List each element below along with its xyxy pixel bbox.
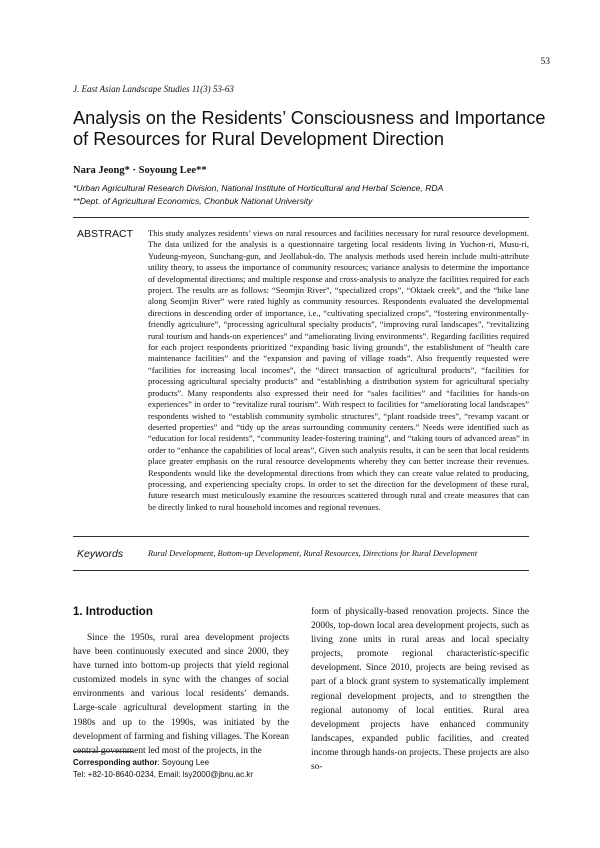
contact-info: Tel: +82-10-8640-0234, Email: lsy2000@jbnu.ac.kr <box>73 770 253 779</box>
abstract-label: ABSTRACT <box>77 228 134 240</box>
intro-column-left: Since the 1950s, rural area development projects have been continuously executed and since 2000, they have turned into bottom-up projects that yield regional customized models in sync with the changes of social environments and various local residents’ demands. Large-scale agricultural development starting in the 1980s and up to the 1990s, was initiated by the development of farming and fishing villages. The Korean central government led most of the projects, in the <box>73 633 289 756</box>
corresponding-author-label: Corresponding author <box>73 758 158 767</box>
section-heading: 1. Introduction <box>73 606 153 618</box>
abstract-top-rule <box>73 217 529 218</box>
affiliation-2: **Dept. of Agricultural Economics, Chonbuk National University <box>73 196 313 206</box>
keywords-bottom-rule <box>73 570 529 571</box>
journal-citation: J. East Asian Landscape Studies 11(3) 53-63 <box>73 84 234 94</box>
author-list: Nara Jeong* · Soyoung Lee** <box>73 165 207 176</box>
abstract-text: This study analyzes residents’ views on rural resources and facilities necessary for rural resource development. The data utilized for the analysis is a questionnaire targeting local residents living in Yuchon-ri, Musu-ri, Yudeung-myeon, Sunchang-gun, and Jeollabuk-do. The analysis methods used herein include multi-attribute utility theory, to assess the importance of community resources; variance analysis to determine the importance of developmental directions; and multiple response and cross-analysis to analyze the facilities required for each project. The results are as follows: “Seomjin River”, “specialized crops”, “Oktaek creek”, and the “bike lane along Seomjin River” were rated highly as community resources. Respondents evaluated the developmental directions in descending order of importance, i.e., “cultivating specialized crops”, “fostering environmentally-friendly agriculture”, “processing agricultural specialty products”, “improving rural landscapes”, “revitalizing rural tourism and hands-on experiences” and “ameliorating living environments”. Regarding facilities required for each project respondents prioritized “expanding basic living grounds”, the establishment of “health care maintenance facilities” and the “expansion and paving of village roads”. Also frequently requested were “facilities for increasing local incomes”, the “direct transaction of agricultural products”, “facilities for processing agricultural specialty products” and “establishing a distribution system for agricultural specialty products”. Many respondents also expressed their need for “sales facilities” and “facilities for hands-on experiences” in order to “revitalize rural tourism”. With respect to facilities for “ameliorating local landscapes” respondents wished to “establish community symbolic structures”, “plant roadside trees”, “revamp vacant or deserted properties” and “tidy up the areas surrounding community centers.” Needs were identified such as “education for local residents”, “community leader-fostering training”, and “taking tours of advanced areas” in order to “enhance the capabilities of local areas”, Given such analysis results, it can be seen that local residents place greater emphasis on the rural resource developments whereby they can better increase their revenues. Respondents would like the developmental directions from which they can create value related to producing, processing, and experiencing specialty crops. In order to set the direction for the development of these rural, future research must meticulously examine the resources scattered through rural and create measures that can be directly linked to rural household incomes and regional revenues. <box>148 228 529 512</box>
keywords-text: Rural Development, Bottom-up Development, Rural Resources, Directions for Rural Development <box>148 549 478 558</box>
corresponding-author-name: : Soyoung Lee <box>157 758 210 767</box>
intro-column-right: form of physically-based renovation projects. Since the 2000s, top-down local area development projects, such as living zone units in rural areas and local specialty projects, promote regional characteristic-specific development. Since 2010, projects are being revised as part of a block grant system to systematically implement regional development projects, and to strengthen the regional autonomy of local entities. Rural area development projects have enhanced community landscapes, expanded public facilities, and created income through hands-on projects. These projects are also so- <box>311 607 529 773</box>
page-number: 53 <box>540 57 550 67</box>
paper-title: Analysis on the Residents’ Consciousness and Importance of Resources for Rural Development Direction <box>73 108 546 149</box>
affiliation-1: *Urban Agricultural Research Division, National Institute of Horticultural and Herbal Science, RDA <box>73 183 444 193</box>
keywords-label: Keywords <box>77 548 124 560</box>
corresponding-author-note <box>73 757 253 781</box>
footnote-rule <box>73 751 133 752</box>
abstract-bottom-rule <box>73 536 529 537</box>
